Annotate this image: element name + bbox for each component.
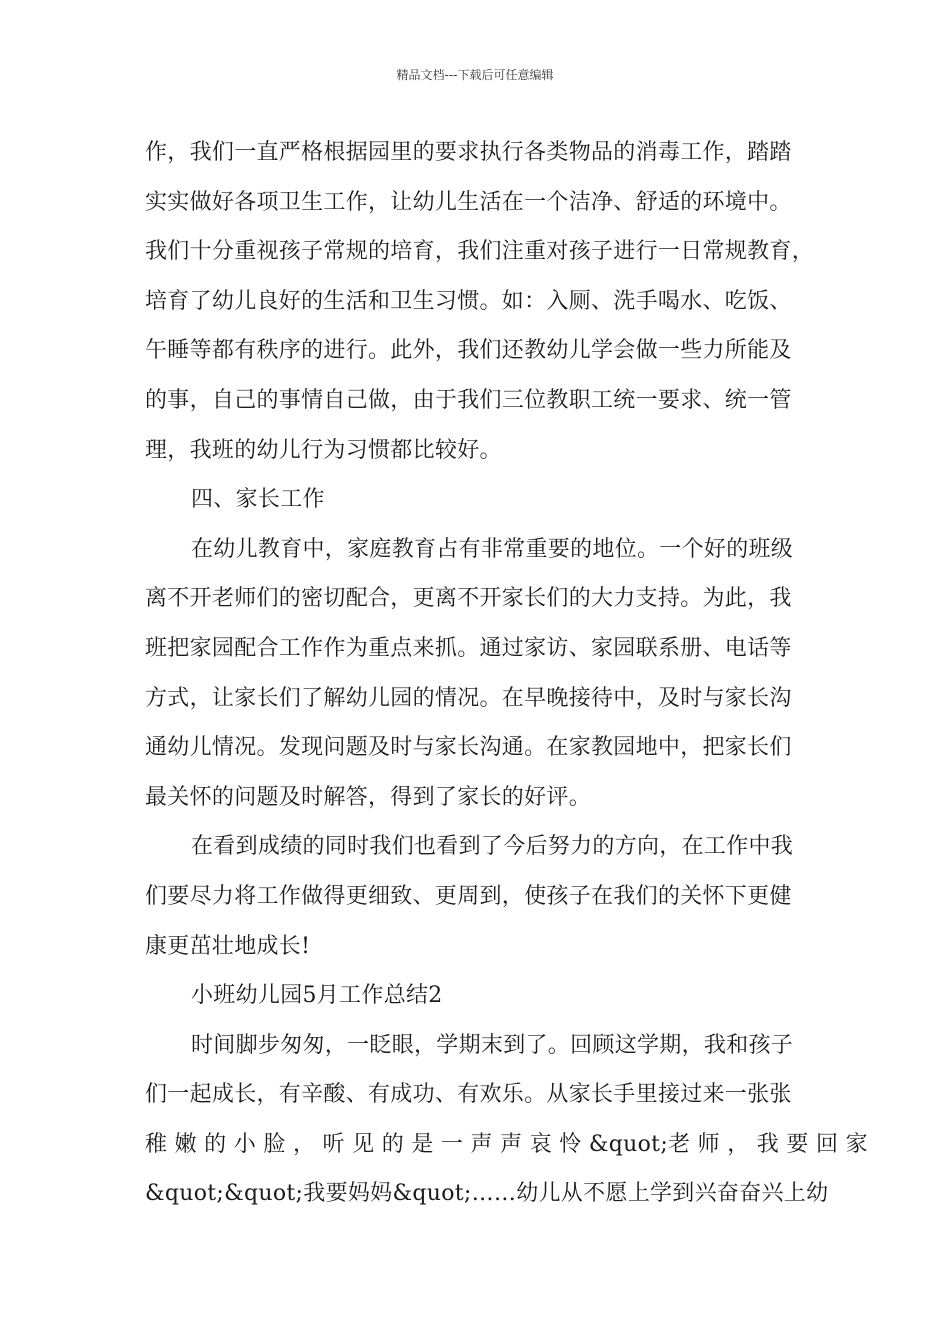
- text-line: 午睡等都有秩序的进行。此外，我们还教幼儿学会做一些力所能及: [145, 338, 792, 364]
- text-line: 培育了幼儿良好的生活和卫生习惯。如：入厕、洗手喝水、吃饭、: [145, 288, 792, 314]
- text-line: 班把家园配合工作作为重点来抓。通过家访、家园联系册、电话等: [145, 635, 792, 661]
- page-header: 精品文档---下载后可任意编辑: [396, 68, 554, 82]
- text-line: &quot;&quot;我要妈妈&quot;……幼儿从不愿上学到兴奋奋兴上幼: [145, 1181, 829, 1207]
- text-line: 们要尽力将工作做得更细致、更周到，使孩子在我们的关怀下更健: [145, 883, 792, 909]
- text-line: 稚 嫩 的 小 脸 ， 听 见 的 是 一 声 声 哀 怜 &quot;老 师 ， 我 要 回 家: [145, 1131, 868, 1157]
- text-line: 通幼儿情况。发现问题及时与家长沟通。在家教园地中，把家长们: [145, 735, 792, 761]
- section-title: 小班幼儿园5月工作总结2: [191, 983, 443, 1009]
- text-line: 在幼儿教育中，家庭教育占有非常重要的地位。一个好的班级: [191, 536, 794, 562]
- text-line: 最关怀的问题及时解答，得到了家长的好评。: [145, 784, 592, 810]
- text-line: 方式，让家长们了解幼儿园的情况。在早晚接待中，及时与家长沟: [145, 685, 792, 711]
- text-line: 实实做好各项卫生工作，让幼儿生活在一个洁净、舒适的环境中。: [145, 189, 792, 215]
- text-line: 们一起成长，有辛酸、有成功、有欢乐。从家长手里接过来一张张: [145, 1082, 792, 1108]
- section-heading: 四、家长工作: [191, 487, 325, 513]
- text-line: 理，我班的幼儿行为习惯都比较好。: [145, 437, 502, 463]
- text-line: 的事，自己的事情自己做，由于我们三位教职工统一要求、统一管: [145, 387, 792, 413]
- text-line: 康更茁壮地成长!: [145, 933, 311, 959]
- text-line: 作，我们一直严格根据园里的要求执行各类物品的消毒工作，踏踏: [145, 140, 792, 165]
- document-body: [145, 133, 868, 1224]
- text-line: 在看到成绩的同时我们也看到了今后努力的方向，在工作中我: [191, 834, 794, 860]
- text-line: 离不开老师们的密切配合，更离不开家长们的大力支持。为此，我: [145, 586, 792, 612]
- text-line: 时间脚步匆匆，一眨眼，学期末到了。回顾这学期，我和孩子: [191, 1032, 794, 1058]
- text-line: 我们十分重视孩子常规的培育，我们注重对孩子进行一日常规教育，: [145, 239, 815, 265]
